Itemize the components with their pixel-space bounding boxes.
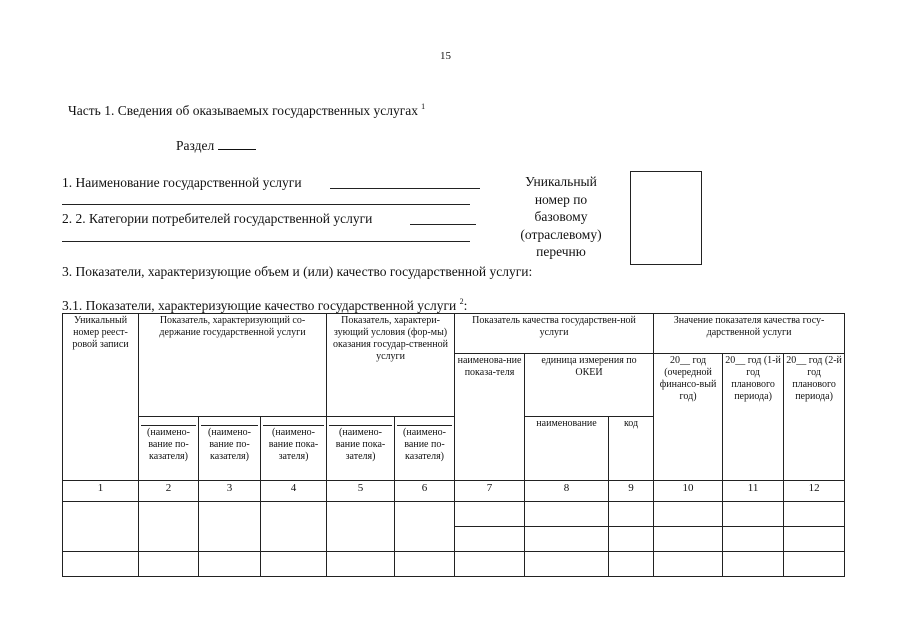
unique-number-line: номер по [534, 191, 588, 207]
table-row [63, 502, 845, 527]
header-quality-indicator: Показатель качества государствен-ной услуги [455, 314, 654, 354]
column-number: 6 [395, 481, 455, 502]
service-name-blank-line2[interactable] [62, 204, 470, 205]
header-year-plan-1: 20__ год (1-й год планового периода) [723, 354, 784, 481]
column-number: 9 [609, 481, 654, 502]
column-number: 11 [723, 481, 784, 502]
section-label [176, 138, 256, 154]
column-number: 2 [139, 481, 199, 502]
service-name-blank[interactable] [330, 188, 480, 189]
table-cell[interactable] [723, 552, 784, 577]
consumer-category-label: 2. 2. Категории потребителей государственной услуги [62, 211, 373, 226]
table-cell[interactable] [261, 552, 327, 577]
table-cell[interactable] [609, 527, 654, 552]
subheader-text: (наимено-вание по-казателя) [201, 425, 258, 463]
unique-number-line: перечню [536, 244, 586, 259]
consumer-category-blank[interactable] [410, 224, 476, 225]
table-cell[interactable] [654, 527, 723, 552]
table-cell[interactable] [139, 502, 199, 552]
column-number: 3 [199, 481, 261, 502]
subheader-content-1 [139, 417, 199, 481]
header-registry-number: Уникальный номер реест-ровой записи [63, 314, 139, 481]
table-cell[interactable] [723, 502, 784, 527]
table-cell[interactable] [654, 502, 723, 527]
column-number: 4 [261, 481, 327, 502]
header-year-plan-2: 20__ год (2-й год планового периода) [784, 354, 845, 481]
part-heading [68, 102, 425, 119]
header-service-conditions: Показатель, характери-зующий условия (фор-мы) оказания государ-ственной услуги [327, 314, 455, 417]
column-number: 1 [63, 481, 139, 502]
section-3-1-text: 3.1. Показатели, характеризующие качество государственной услуги [62, 298, 457, 313]
section-label-text: Раздел [176, 138, 215, 153]
table-cell[interactable] [139, 552, 199, 577]
subheader-content-2 [199, 417, 261, 481]
unique-number-label [505, 173, 617, 261]
service-name-label: 1. Наименование государственной услуги [62, 175, 302, 190]
subheader-condition-2 [395, 417, 455, 481]
table-cell[interactable] [261, 502, 327, 552]
subheader-text: (наимено-вание пока-зателя) [263, 425, 324, 463]
subheader-condition-1 [327, 417, 395, 481]
table-cell[interactable] [395, 502, 455, 552]
unique-number-line: Уникальный [525, 174, 597, 189]
table-cell[interactable] [525, 552, 609, 577]
consumer-category-blank-line2[interactable] [62, 241, 470, 242]
table-cell[interactable] [525, 502, 609, 527]
unique-number-box[interactable] [630, 171, 702, 265]
header-quality-value: Значение показателя качества госу-дарственной услуги [654, 314, 845, 354]
subheader-text: (наимено-вание по-казателя) [397, 425, 452, 463]
table-cell[interactable] [609, 502, 654, 527]
column-number: 10 [654, 481, 723, 502]
table-cell[interactable] [784, 552, 845, 577]
table-cell[interactable] [199, 502, 261, 552]
subheader-text: (наимено-вание по-казателя) [141, 425, 196, 463]
subheader-content-3 [261, 417, 327, 481]
table-cell[interactable] [455, 527, 525, 552]
header-unit-okei: единица измерения по ОКЕИ [525, 354, 654, 417]
section-3-heading: 3. Показатели, характеризующие объем и (или) качество государственной услуги: [62, 264, 533, 279]
unique-number-line: базовому [534, 209, 588, 224]
header-year-current: 20__ год (очередной финансо-вый год) [654, 354, 723, 481]
table-cell[interactable] [525, 527, 609, 552]
table-cell[interactable] [654, 552, 723, 577]
header-indicator-name: наименова-ние показа-теля [455, 354, 525, 481]
footnote-ref-1: 1 [421, 102, 426, 111]
page-number: 15 [440, 50, 451, 62]
header-unit-name: наименование [525, 417, 609, 481]
table-cell[interactable] [327, 502, 395, 552]
table-row [63, 552, 845, 577]
section-3-1-heading [62, 297, 467, 314]
subheader-text: (наимено-вание пока-зателя) [329, 425, 392, 463]
quality-indicators-table [62, 313, 845, 577]
table-cell[interactable] [63, 552, 139, 577]
table-cell[interactable] [395, 552, 455, 577]
unique-number-line: (отраслевому) [520, 226, 602, 242]
table-cell[interactable] [455, 502, 525, 527]
column-number: 8 [525, 481, 609, 502]
column-number: 12 [784, 481, 845, 502]
header-service-content: Показатель, характеризующий со-держание государственной услуги [139, 314, 327, 417]
table-cell[interactable] [199, 552, 261, 577]
column-number: 5 [327, 481, 395, 502]
table-cell[interactable] [327, 552, 395, 577]
table-cell[interactable] [784, 502, 845, 527]
header-unit-code: код [609, 417, 654, 481]
footnote-ref-2: 2 [459, 297, 464, 306]
section-number-blank[interactable] [218, 138, 256, 150]
table-cell[interactable] [784, 527, 845, 552]
table-cell[interactable] [63, 502, 139, 552]
column-number: 7 [455, 481, 525, 502]
part-heading-text: Часть 1. Сведения об оказываемых государственных услугах [68, 103, 419, 118]
section-3-1-colon: : [463, 298, 468, 313]
table-cell[interactable] [455, 552, 525, 577]
table-cell[interactable] [609, 552, 654, 577]
table-cell[interactable] [723, 527, 784, 552]
